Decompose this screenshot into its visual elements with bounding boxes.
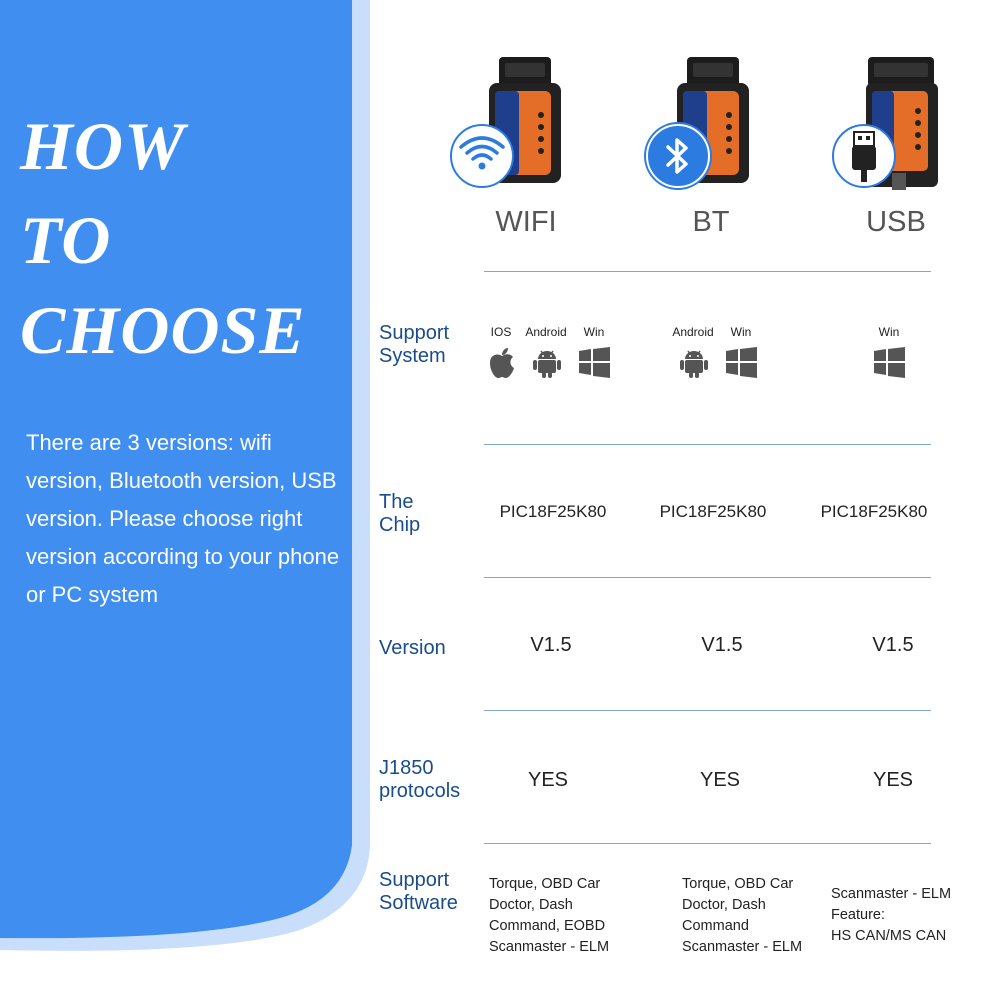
os-label-ios: IOS [490,325,512,339]
column-header-usb: USB [866,206,926,238]
software-line: Scanmaster - ELM [831,886,952,902]
j1850-value-usb: YES [872,769,914,791]
software-list-bt [682,874,802,958]
os-label-win: Win [878,325,900,339]
software-line: Doctor, Dash [682,897,766,913]
os-label-win: Win [583,325,605,339]
android-icon [679,347,709,379]
divider [484,444,931,445]
row-label-line: J1850 [379,757,434,779]
chip-value-bt: PIC18F25K80 [659,502,767,521]
chip-value-usb: PIC18F25K80 [820,502,928,521]
usb-plug-icon [834,126,894,186]
column-header-bt: BT [692,206,730,238]
title-line-2: TO [20,202,112,278]
row-label-the-chip [379,491,420,537]
description-text: There are 3 versions: wifi version, Bluetooth version, USB version. Please choose right version according to your phone or PC system [26,430,340,607]
row-label-support-software [379,869,458,915]
row-label-line: Support [379,322,450,344]
row-label-line: Software [379,892,458,914]
software-list-usb [831,884,951,947]
chip-value-wifi: PIC18F25K80 [499,502,607,521]
bluetooth-icon [648,126,708,186]
windows-icon [579,347,610,378]
software-line: Feature: [831,907,885,923]
software-line: Scanmaster - ELM [489,939,610,955]
windows-icon [874,347,905,378]
os-label-android: Android [672,325,714,339]
title-line-3: CHOOSE [20,292,306,368]
title-line-1: HOW [20,108,186,184]
row-label-line: Version [379,637,446,659]
software-line: Torque, OBD Car [682,876,794,892]
usb-badge [832,124,896,188]
row-label-line: Chip [379,514,421,536]
windows-icon [726,347,757,378]
row-label-version [379,637,446,660]
os-label-win: Win [730,325,752,339]
divider [484,843,931,844]
apple-icon [487,347,517,379]
j1850-value-wifi: YES [527,769,569,791]
divider [484,271,931,272]
wifi-icon [452,126,512,186]
bluetooth-badge [646,124,710,188]
version-value-bt: V1.5 [701,634,743,656]
row-label-support-system [379,322,449,368]
row-label-j1850 [379,757,460,803]
version-value-usb: V1.5 [872,634,914,656]
software-list-wifi [489,874,609,958]
software-line: Command, EOBD [489,918,606,934]
j1850-value-bt: YES [699,769,741,791]
android-icon [532,347,562,379]
divider [484,710,931,711]
software-line: Scanmaster - ELM [682,939,803,955]
row-label-line: The [379,491,414,513]
software-line: Torque, OBD Car [489,876,601,892]
column-header-wifi: WIFI [495,206,557,238]
wifi-badge [450,124,514,188]
os-label-android: Android [525,325,567,339]
row-label-line: protocols [379,780,461,802]
software-line: Command [682,918,749,934]
software-line: HS CAN/MS CAN [831,928,947,944]
software-line: Doctor, Dash [489,897,573,913]
row-label-line: Support [379,869,450,891]
divider [484,577,931,578]
row-label-line: System [379,345,446,367]
version-value-wifi: V1.5 [530,634,572,656]
